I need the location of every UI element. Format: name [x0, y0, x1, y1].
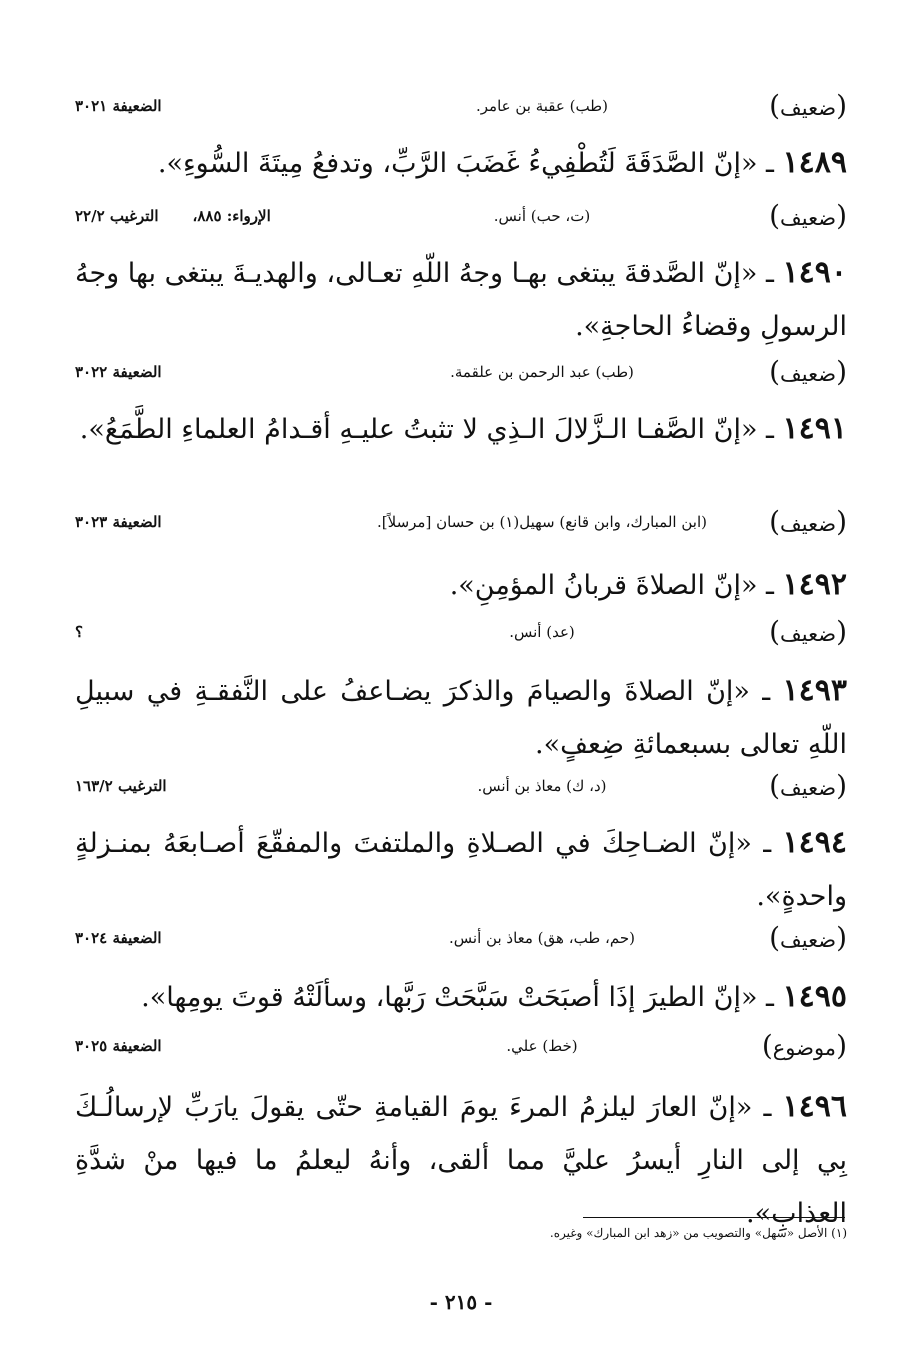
hadith-meta	[75, 612, 847, 652]
grade-label: (ضعيف)	[769, 355, 847, 388]
hadith-text: «إنّ الصَّدقةَ يبتغى بهـا وجهُ اللّهِ تعـالى، والهديـةَ يبتغى بها وجهُ الرسولِ وقضاءُ الحاجةِ».	[75, 258, 847, 342]
hadith-entry: ١٤٩٤ ـ «إنّ الضـاحِكَ في الصـلاةِ والملتفتَ والمفقّعَ أصـابعَهُ بمنـزلةٍ واحدةٍ».	[75, 825, 847, 912]
reference: الضعيفة ٣٠٢٥	[75, 1037, 162, 1055]
hadith-entry: ١٤٩٠ ـ «إنّ الصَّدقةَ يبتغى بهـا وجهُ اللّهِ تعـالى، والهديـةَ يبتغى بها وجهُ الرسولِ وقضاءُ الحاجةِ».	[75, 255, 847, 342]
reference: الضعيفة ٣٠٢٤	[75, 929, 162, 947]
hadith-number: ١٤٩٦	[782, 1089, 847, 1124]
hadith-number: ١٤٩٥	[782, 979, 847, 1014]
hadith-meta	[75, 196, 847, 236]
source-attribution: (ابن المبارك، وابن قانع) سهيل(١) بن حسان [مرسلاً].	[377, 513, 707, 531]
hadith-entry: ١٤٩٣ ـ «إنّ الصلاةَ والصيامَ والذكرَ يضـاعفُ على النَّفقـةِ في سبيلِ اللّهِ تعالى بسبعمائةِ ضِعفٍ».	[75, 673, 847, 760]
reference-extra: الإرواء: ٨٨٥،	[192, 207, 271, 225]
hadith-number: ١٤٨٩	[782, 145, 847, 180]
hadith-number: ١٤٩٤	[782, 825, 847, 860]
hadith-entry: ١٤٩١ ـ «إنّ الصَّفـا الـزَّلالَ الـذِي لا تثبتُ عليـهِ أقـدامُ العلماءِ الطَّمَعُ».	[79, 411, 847, 446]
reference: ؟	[75, 623, 83, 641]
hadith-entry: ١٤٨٩ ـ «إنّ الصَّدَقَةَ لَتُطْفِيءُ غَضَبَ الرَّبِّ، وتدفعُ مِيتَةَ السُّوءِ».	[157, 145, 847, 180]
reference: الضعيفة ٣٠٢٢	[75, 363, 162, 381]
hadith-meta	[75, 352, 847, 392]
source-attribution: (د، ك) معاذ بن أنس.	[477, 777, 607, 795]
page-number: - ٢١٥ -	[429, 1290, 493, 1314]
source-attribution: (طب) عبد الرحمن بن علقمة.	[450, 363, 634, 381]
source-attribution: (خط) علي.	[506, 1037, 578, 1055]
reference: الضعيفة ٣٠٢٣	[75, 513, 162, 531]
hadith-text: «إنّ الضـاحِكَ في الصـلاةِ والملتفتَ والمفقّعَ أصـابعَهُ بمنـزلةٍ واحدةٍ».	[75, 828, 847, 912]
footnote: (١) الأصل «سهل» والتصويب من «زهد ابن المبارك» وغيره.	[549, 1226, 847, 1240]
grade-label: (ضعيف)	[769, 921, 847, 954]
hadith-text: «إنّ الصلاةَ والصيامَ والذكرَ يضـاعفُ على النَّفقـةِ في سبيلِ اللّهِ تعالى بسبعمائةِ ضِعفٍ».	[75, 676, 847, 760]
hadith-meta	[75, 766, 847, 806]
reference: الضعيفة ٣٠٢١	[75, 97, 162, 115]
hadith-entry: ١٤٩٦ ـ «إنّ العارَ ليلزمُ المرءَ يومَ القيامةِ حتّى يقولَ يارَبِّ لإرسالُـكَ بِي إلى النارِ أيسرُ عليَّ مما ألقى، وأنهُ ليعلمُ ما فيها منْ شدَّةِ العذابِ».	[75, 1089, 847, 1229]
hadith-number: ١٤٩٣	[782, 673, 847, 708]
hadith-text: «إنّ العارَ ليلزمُ المرءَ يومَ القيامةِ حتّى يقولَ يارَبِّ لإرسالُـكَ بِي إلى النارِ أيسرُ عليَّ مما ألقى، وأنهُ ليعلمُ ما فيها منْ شدَّةِ العذابِ».	[75, 1092, 847, 1229]
footnote-divider	[583, 1217, 845, 1218]
hadith-text: «إنّ الصَّدَقَةَ لَتُطْفِيءُ غَضَبَ الرَّبِّ، وتدفعُ مِيتَةَ السُّوءِ».	[157, 148, 758, 179]
hadith-text: «إنّ الصَّفـا الـزَّلالَ الـذِي لا تثبتُ عليـهِ أقـدامُ العلماءِ الطَّمَعُ».	[79, 414, 758, 445]
hadith-entry: ١٤٩٢ ـ «إنّ الصلاةَ قربانُ المؤمِنِ».	[449, 567, 847, 602]
hadith-number: ١٤٩١	[782, 411, 847, 446]
hadith-text: «إنّ الصلاةَ قربانُ المؤمِنِ».	[449, 570, 758, 601]
grade-label: (موضوع)	[761, 1029, 847, 1062]
hadith-meta	[75, 502, 847, 542]
hadith-meta	[75, 918, 847, 958]
grade-label: (ضعيف)	[769, 199, 847, 232]
hadith-meta	[75, 86, 847, 126]
grade-label: (ضعيف)	[769, 769, 847, 802]
grade-label: (ضعيف)	[769, 89, 847, 122]
reference: الترغيب ١٦٣/٢	[75, 777, 167, 795]
reference: الإرواء: ٨٨٥،الترغيب ٢٢/٢	[75, 207, 271, 225]
hadith-number: ١٤٩٢	[782, 567, 847, 602]
source-attribution: (عد) أنس.	[509, 623, 575, 641]
source-attribution: (حم، طب، هق) معاذ بن أنس.	[449, 929, 635, 947]
source-attribution: (طب) عقبة بن عامر.	[476, 97, 608, 115]
hadith-entry: ١٤٩٥ ـ «إنّ الطيرَ إذَا أصبَحَتْ سَبَّحَتْ رَبَّها، وسألَتْهُ قوتَ يومِها».	[141, 979, 847, 1014]
hadith-meta	[75, 1026, 847, 1066]
hadith-text: «إنّ الطيرَ إذَا أصبَحَتْ سَبَّحَتْ رَبَّها، وسألَتْهُ قوتَ يومِها».	[141, 982, 758, 1013]
hadith-number: ١٤٩٠	[782, 255, 847, 290]
grade-label: (ضعيف)	[769, 505, 847, 538]
source-attribution: (ت، حب) أنس.	[493, 207, 591, 225]
grade-label: (ضعيف)	[769, 615, 847, 648]
